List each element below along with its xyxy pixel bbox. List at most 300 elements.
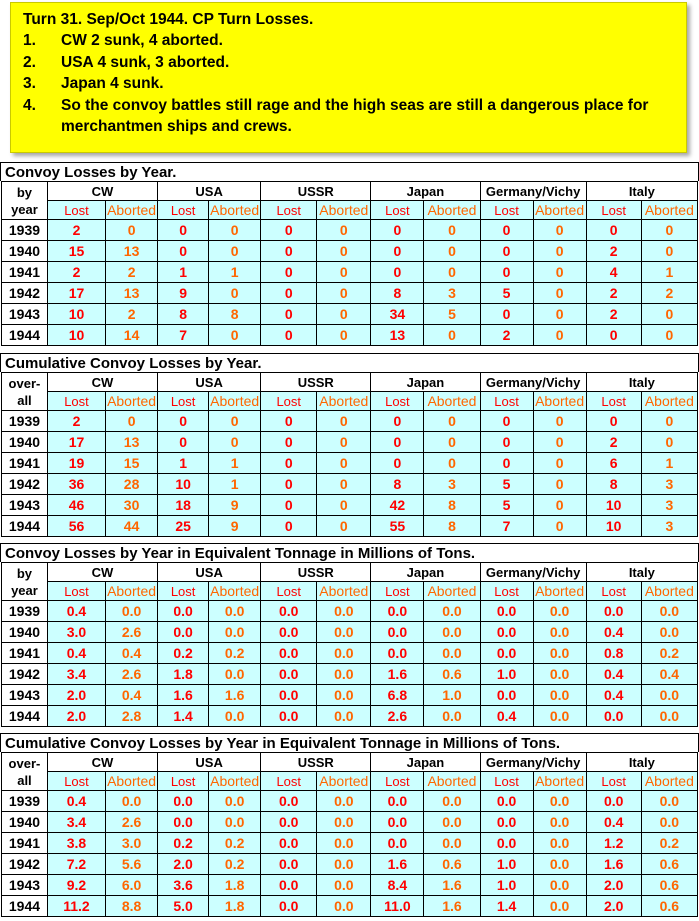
lost-value-cell: 0 (480, 432, 533, 453)
aborted-value-cell: 0.0 (424, 706, 480, 727)
aborted-value-cell: 0.0 (533, 706, 586, 727)
lost-value-cell: 0.0 (261, 685, 317, 706)
lost-value-cell: 0.2 (158, 833, 209, 854)
lost-value-cell: 1.2 (586, 833, 641, 854)
aborted-value-cell: 0.0 (106, 601, 158, 622)
aborted-column-header: Aborted (424, 201, 480, 220)
aborted-column-header: Aborted (210, 773, 260, 789)
aborted-value-cell: 0 (209, 432, 261, 453)
year-header-line1: over- (8, 375, 41, 391)
aborted-value-cell: 0.0 (317, 685, 371, 706)
lost-column-header: Lost (261, 201, 317, 220)
lost-value-cell: 0.4 (586, 685, 641, 706)
subheader-row (2, 201, 698, 220)
lost-value-cell: 0 (261, 325, 317, 346)
aborted-column-header: Aborted (210, 393, 260, 409)
aborted-value-cell: 0.2 (209, 643, 261, 664)
lost-value-cell: 0.0 (261, 664, 317, 685)
aborted-value-cell: 0.6 (424, 664, 480, 685)
aborted-value-cell: 0.0 (209, 812, 261, 833)
aborted-value-cell: 0 (317, 262, 371, 283)
aborted-value-cell: 15 (106, 453, 158, 474)
lost-column-header: Lost (47, 392, 105, 411)
aborted-value-cell: 2.6 (106, 622, 158, 643)
country-header-japan: Japan (371, 373, 480, 392)
aborted-value-cell: 0.0 (106, 791, 158, 812)
header-row (2, 182, 698, 201)
aborted-value-cell: 1.8 (209, 875, 261, 896)
aborted-value-cell: 0.6 (641, 854, 697, 875)
convoy-loss-table (1, 181, 698, 346)
lost-value-cell: 56 (47, 516, 105, 537)
lost-column-header: Lost (158, 201, 209, 220)
lost-value-cell: 5 (480, 474, 533, 495)
table-title: Convoy Losses by Year in Equivalent Tonnage in Millions of Tons. (0, 543, 699, 562)
aborted-value-cell: 0.2 (641, 833, 697, 854)
aborted-value-cell: 0.0 (317, 812, 371, 833)
lost-value-cell: 1 (158, 262, 209, 283)
convoy-table-section (0, 733, 699, 917)
country-header-japan: Japan (371, 182, 480, 201)
aborted-value-cell: 0.0 (424, 601, 480, 622)
aborted-value-cell: 0.0 (209, 706, 261, 727)
year-column-header (2, 373, 48, 411)
aborted-value-cell: 0 (209, 325, 261, 346)
aborted-value-cell: 0 (424, 411, 480, 432)
lost-column-header: Lost (586, 392, 641, 411)
lost-value-cell: 2.0 (586, 875, 641, 896)
aborted-value-cell: 0.0 (424, 812, 480, 833)
lost-column-header: Lost (586, 772, 641, 791)
lost-value-cell: 2 (586, 241, 641, 262)
aborted-value-cell: 44 (106, 516, 158, 537)
country-header-cw: CW (47, 182, 157, 201)
aborted-value-cell: 0.0 (424, 643, 480, 664)
country-header-japan: Japan (371, 563, 480, 582)
table-row (2, 325, 698, 346)
lost-value-cell: 0 (261, 474, 317, 495)
lost-value-cell: 7 (158, 325, 209, 346)
lost-value-cell: 2 (586, 283, 641, 304)
aborted-value-cell: 0 (533, 283, 586, 304)
lost-value-cell: 1.6 (371, 664, 424, 685)
year-cell: 1941 (2, 453, 48, 474)
lost-value-cell: 0.0 (480, 812, 533, 833)
aborted-value-cell: 0.0 (317, 875, 371, 896)
year-header-line1: by (16, 184, 33, 200)
table-row (2, 685, 698, 706)
lost-value-cell: 0 (480, 241, 533, 262)
aborted-value-cell: 0.0 (533, 896, 586, 917)
aborted-value-cell: 0 (533, 495, 586, 516)
country-header-ussr: USSR (261, 753, 371, 772)
lost-value-cell: 0 (158, 220, 209, 241)
aborted-value-cell: 0.0 (424, 791, 480, 812)
lost-value-cell: 0.0 (586, 791, 641, 812)
lost-value-cell: 9.2 (47, 875, 105, 896)
aborted-value-cell: 0.4 (641, 664, 697, 685)
aborted-value-cell: 0.0 (317, 601, 371, 622)
aborted-value-cell: 0.0 (533, 833, 586, 854)
header-row (2, 373, 698, 392)
country-header-germany-vichy: Germany/Vichy (480, 373, 586, 392)
table-row (2, 220, 698, 241)
table-row (2, 706, 698, 727)
aborted-column-header: Aborted (317, 582, 371, 601)
lost-value-cell: 5 (480, 495, 533, 516)
lost-column-header: Lost (261, 582, 317, 601)
lost-value-cell: 0.0 (261, 706, 317, 727)
table-row (2, 241, 698, 262)
lost-value-cell: 1.6 (371, 854, 424, 875)
lost-value-cell: 0.0 (371, 812, 424, 833)
lost-value-cell: 10 (158, 474, 209, 495)
aborted-value-cell: 0 (424, 241, 480, 262)
table-title: Convoy Losses by Year. (0, 162, 699, 181)
lost-value-cell: 0 (371, 411, 424, 432)
lost-value-cell: 1.0 (480, 854, 533, 875)
lost-value-cell: 0 (261, 283, 317, 304)
aborted-value-cell: 0.0 (533, 685, 586, 706)
lost-value-cell: 1.4 (158, 706, 209, 727)
lost-column-header: Lost (261, 772, 317, 791)
country-header-cw: CW (47, 563, 157, 582)
aborted-value-cell: 0.0 (317, 664, 371, 685)
lost-value-cell: 0.0 (261, 875, 317, 896)
aborted-value-cell: 0 (317, 495, 371, 516)
aborted-value-cell: 1.6 (424, 896, 480, 917)
lost-value-cell: 8.4 (371, 875, 424, 896)
subheader-row (2, 772, 698, 791)
year-cell: 1939 (2, 791, 48, 812)
lost-value-cell: 0.0 (480, 643, 533, 664)
aborted-value-cell: 0.0 (533, 812, 586, 833)
table-row (2, 474, 698, 495)
note-item-number: 3. (23, 75, 36, 92)
aborted-column-header: Aborted (641, 582, 697, 601)
aborted-value-cell: 0 (317, 453, 371, 474)
aborted-value-cell: 0 (424, 262, 480, 283)
convoy-table-section (0, 353, 699, 537)
aborted-column-header: Aborted (210, 583, 260, 599)
lost-value-cell: 10 (47, 325, 105, 346)
year-header-line1: over- (8, 755, 41, 771)
lost-value-cell: 0 (261, 304, 317, 325)
lost-value-cell: 3.6 (158, 875, 209, 896)
lost-value-cell: 17 (47, 432, 105, 453)
lost-value-cell: 42 (371, 495, 424, 516)
lost-column-header: Lost (371, 772, 424, 791)
lost-value-cell: 7.2 (47, 854, 105, 875)
lost-value-cell: 0 (261, 495, 317, 516)
aborted-value-cell: 0.0 (641, 622, 697, 643)
aborted-value-cell: 1.6 (424, 875, 480, 896)
aborted-value-cell: 2.8 (106, 706, 158, 727)
aborted-column-header: Aborted (317, 201, 371, 220)
aborted-value-cell: 0 (317, 411, 371, 432)
lost-value-cell: 2 (47, 262, 105, 283)
lost-value-cell: 0.0 (480, 601, 533, 622)
aborted-value-cell: 0.0 (641, 706, 697, 727)
year-cell: 1939 (2, 220, 48, 241)
table-row (2, 283, 698, 304)
aborted-value-cell: 0 (209, 241, 261, 262)
year-cell: 1940 (2, 432, 48, 453)
lost-value-cell: 36 (47, 474, 105, 495)
note-item (23, 30, 674, 52)
aborted-value-cell: 0 (209, 220, 261, 241)
year-header-line2: year (11, 582, 38, 598)
aborted-value-cell: 0 (641, 325, 697, 346)
lost-value-cell: 0.4 (586, 664, 641, 685)
lost-value-cell: 0 (261, 411, 317, 432)
aborted-value-cell: 13 (106, 241, 158, 262)
lost-value-cell: 4 (586, 262, 641, 283)
aborted-value-cell: 0.0 (533, 622, 586, 643)
aborted-value-cell: 8 (424, 495, 480, 516)
aborted-value-cell: 8.8 (106, 896, 158, 917)
country-header-germany-vichy: Germany/Vichy (480, 753, 586, 772)
aborted-value-cell: 0 (317, 325, 371, 346)
lost-value-cell: 0 (371, 262, 424, 283)
lost-value-cell: 13 (371, 325, 424, 346)
aborted-value-cell: 0.0 (533, 875, 586, 896)
aborted-value-cell: 0.0 (641, 685, 697, 706)
convoy-table-section (0, 162, 699, 346)
year-cell: 1939 (2, 411, 48, 432)
country-header-italy: Italy (586, 753, 697, 772)
lost-value-cell: 1.4 (480, 896, 533, 917)
lost-column-header: Lost (480, 392, 533, 411)
lost-column-header: Lost (371, 392, 424, 411)
country-header-germany-vichy: Germany/Vichy (480, 182, 586, 201)
table-row (2, 791, 698, 812)
lost-value-cell: 17 (47, 283, 105, 304)
lost-value-cell: 2 (47, 411, 105, 432)
lost-value-cell: 0.0 (480, 685, 533, 706)
aborted-value-cell: 0 (641, 241, 697, 262)
aborted-column-header: Aborted (533, 201, 586, 220)
lost-value-cell: 25 (158, 516, 209, 537)
aborted-value-cell: 0.0 (533, 664, 586, 685)
lost-value-cell: 0.0 (586, 706, 641, 727)
year-column-header (2, 753, 48, 791)
aborted-value-cell: 2.6 (106, 812, 158, 833)
year-cell: 1943 (2, 304, 48, 325)
aborted-value-cell: 8 (209, 304, 261, 325)
year-cell: 1942 (2, 283, 48, 304)
table-row (2, 495, 698, 516)
table-row (2, 432, 698, 453)
lost-value-cell: 0 (586, 325, 641, 346)
aborted-value-cell: 0 (424, 453, 480, 474)
aborted-value-cell: 0 (641, 411, 697, 432)
lost-value-cell: 0 (371, 220, 424, 241)
lost-column-header: Lost (47, 772, 105, 791)
lost-value-cell: 6 (586, 453, 641, 474)
aborted-value-cell: 0 (641, 220, 697, 241)
lost-value-cell: 2 (586, 304, 641, 325)
year-cell: 1939 (2, 601, 48, 622)
convoy-loss-table (1, 562, 698, 727)
aborted-value-cell: 0.0 (209, 664, 261, 685)
lost-value-cell: 0.0 (480, 791, 533, 812)
aborted-value-cell: 0 (317, 474, 371, 495)
year-column-header (2, 182, 48, 220)
lost-value-cell: 11.0 (371, 896, 424, 917)
lost-value-cell: 0.4 (480, 706, 533, 727)
convoy-loss-table (1, 372, 698, 537)
aborted-column-header: Aborted (317, 772, 371, 791)
aborted-value-cell: 0.0 (317, 643, 371, 664)
lost-value-cell: 0 (158, 411, 209, 432)
lost-value-cell: 0.0 (261, 854, 317, 875)
table-row (2, 875, 698, 896)
lost-value-cell: 2.0 (158, 854, 209, 875)
lost-value-cell: 0.4 (47, 601, 105, 622)
country-header-italy: Italy (586, 373, 697, 392)
aborted-column-header: Aborted (424, 772, 480, 791)
lost-value-cell: 0.0 (480, 833, 533, 854)
lost-value-cell: 3.4 (47, 812, 105, 833)
lost-value-cell: 0.2 (158, 643, 209, 664)
year-header-line2: all (17, 392, 32, 408)
aborted-column-header: Aborted (107, 773, 157, 789)
aborted-value-cell: 0.0 (317, 854, 371, 875)
lost-value-cell: 8 (586, 474, 641, 495)
lost-value-cell: 0.0 (480, 622, 533, 643)
lost-value-cell: 3.0 (47, 622, 105, 643)
convoy-loss-table (1, 752, 698, 917)
lost-column-header: Lost (586, 582, 641, 601)
aborted-value-cell: 0.6 (641, 896, 697, 917)
table-row (2, 896, 698, 917)
year-cell: 1942 (2, 664, 48, 685)
aborted-value-cell: 0 (424, 220, 480, 241)
lost-value-cell: 0.0 (158, 791, 209, 812)
lost-value-cell: 0.0 (371, 791, 424, 812)
lost-value-cell: 0 (371, 432, 424, 453)
lost-value-cell: 0.4 (586, 622, 641, 643)
lost-value-cell: 0 (261, 453, 317, 474)
country-header-germany-vichy: Germany/Vichy (480, 563, 586, 582)
note-item-text: Japan 4 sunk. (61, 75, 164, 92)
aborted-value-cell: 9 (209, 495, 261, 516)
aborted-value-cell: 1 (641, 262, 697, 283)
aborted-value-cell: 0 (317, 432, 371, 453)
aborted-value-cell: 0.0 (533, 601, 586, 622)
country-header-usa: USA (158, 753, 261, 772)
year-cell: 1941 (2, 643, 48, 664)
aborted-value-cell: 0.6 (424, 854, 480, 875)
aborted-value-cell: 0 (533, 262, 586, 283)
country-header-ussr: USSR (261, 563, 371, 582)
lost-value-cell: 3.4 (47, 664, 105, 685)
table-row (2, 601, 698, 622)
aborted-value-cell: 0.2 (641, 643, 697, 664)
aborted-value-cell: 3 (424, 474, 480, 495)
lost-value-cell: 0.4 (47, 791, 105, 812)
lost-value-cell: 2.0 (586, 896, 641, 917)
aborted-value-cell: 0.4 (106, 685, 158, 706)
aborted-value-cell: 0.0 (209, 791, 261, 812)
aborted-value-cell: 0 (533, 220, 586, 241)
lost-value-cell: 5 (480, 283, 533, 304)
lost-value-cell: 0.0 (261, 601, 317, 622)
lost-value-cell: 2 (586, 432, 641, 453)
lost-value-cell: 10 (47, 304, 105, 325)
aborted-value-cell: 8 (424, 516, 480, 537)
aborted-column-header: Aborted (107, 393, 157, 409)
aborted-value-cell: 0.0 (209, 622, 261, 643)
lost-value-cell: 0.0 (158, 622, 209, 643)
aborted-value-cell: 0 (533, 516, 586, 537)
lost-value-cell: 0 (261, 241, 317, 262)
aborted-value-cell: 3 (424, 283, 480, 304)
lost-column-header: Lost (586, 201, 641, 220)
aborted-value-cell: 0 (106, 411, 158, 432)
note-item (23, 73, 674, 95)
aborted-column-header: Aborted (210, 202, 260, 218)
lost-column-header: Lost (480, 582, 533, 601)
aborted-value-cell: 1 (641, 453, 697, 474)
lost-value-cell: 1.0 (480, 875, 533, 896)
header-row (2, 753, 698, 772)
aborted-value-cell: 0 (533, 241, 586, 262)
aborted-value-cell: 0 (533, 304, 586, 325)
aborted-value-cell: 0.0 (424, 833, 480, 854)
lost-value-cell: 0.0 (371, 622, 424, 643)
aborted-value-cell: 5 (424, 304, 480, 325)
aborted-value-cell: 0.0 (317, 791, 371, 812)
lost-value-cell: 0 (480, 262, 533, 283)
aborted-value-cell: 0 (317, 516, 371, 537)
lost-value-cell: 0.0 (371, 643, 424, 664)
aborted-value-cell: 9 (209, 516, 261, 537)
lost-value-cell: 2 (480, 325, 533, 346)
year-cell: 1943 (2, 495, 48, 516)
aborted-value-cell: 30 (106, 495, 158, 516)
aborted-value-cell: 0 (533, 411, 586, 432)
aborted-value-cell: 1.8 (209, 896, 261, 917)
lost-value-cell: 19 (47, 453, 105, 474)
aborted-value-cell: 0.0 (209, 601, 261, 622)
aborted-value-cell: 3 (641, 516, 697, 537)
aborted-column-header: Aborted (424, 392, 480, 411)
convoy-table-section (0, 543, 699, 727)
aborted-value-cell: 2 (106, 262, 158, 283)
lost-value-cell: 2.6 (371, 706, 424, 727)
lost-value-cell: 7 (480, 516, 533, 537)
aborted-value-cell: 0 (641, 304, 697, 325)
note-item (23, 52, 674, 74)
turn-summary-note (10, 2, 687, 153)
lost-value-cell: 0 (586, 220, 641, 241)
aborted-value-cell: 2 (106, 304, 158, 325)
note-item-number: 4. (23, 96, 36, 114)
aborted-value-cell: 0.0 (317, 706, 371, 727)
aborted-value-cell: 0.0 (317, 833, 371, 854)
lost-value-cell: 0 (158, 241, 209, 262)
lost-column-header: Lost (47, 201, 105, 220)
aborted-value-cell: 0.0 (533, 643, 586, 664)
aborted-value-cell: 0.2 (209, 854, 261, 875)
country-header-usa: USA (158, 373, 261, 392)
year-cell: 1944 (2, 516, 48, 537)
aborted-value-cell: 0.0 (424, 622, 480, 643)
lost-value-cell: 11.2 (47, 896, 105, 917)
year-header-line2: year (11, 201, 38, 217)
